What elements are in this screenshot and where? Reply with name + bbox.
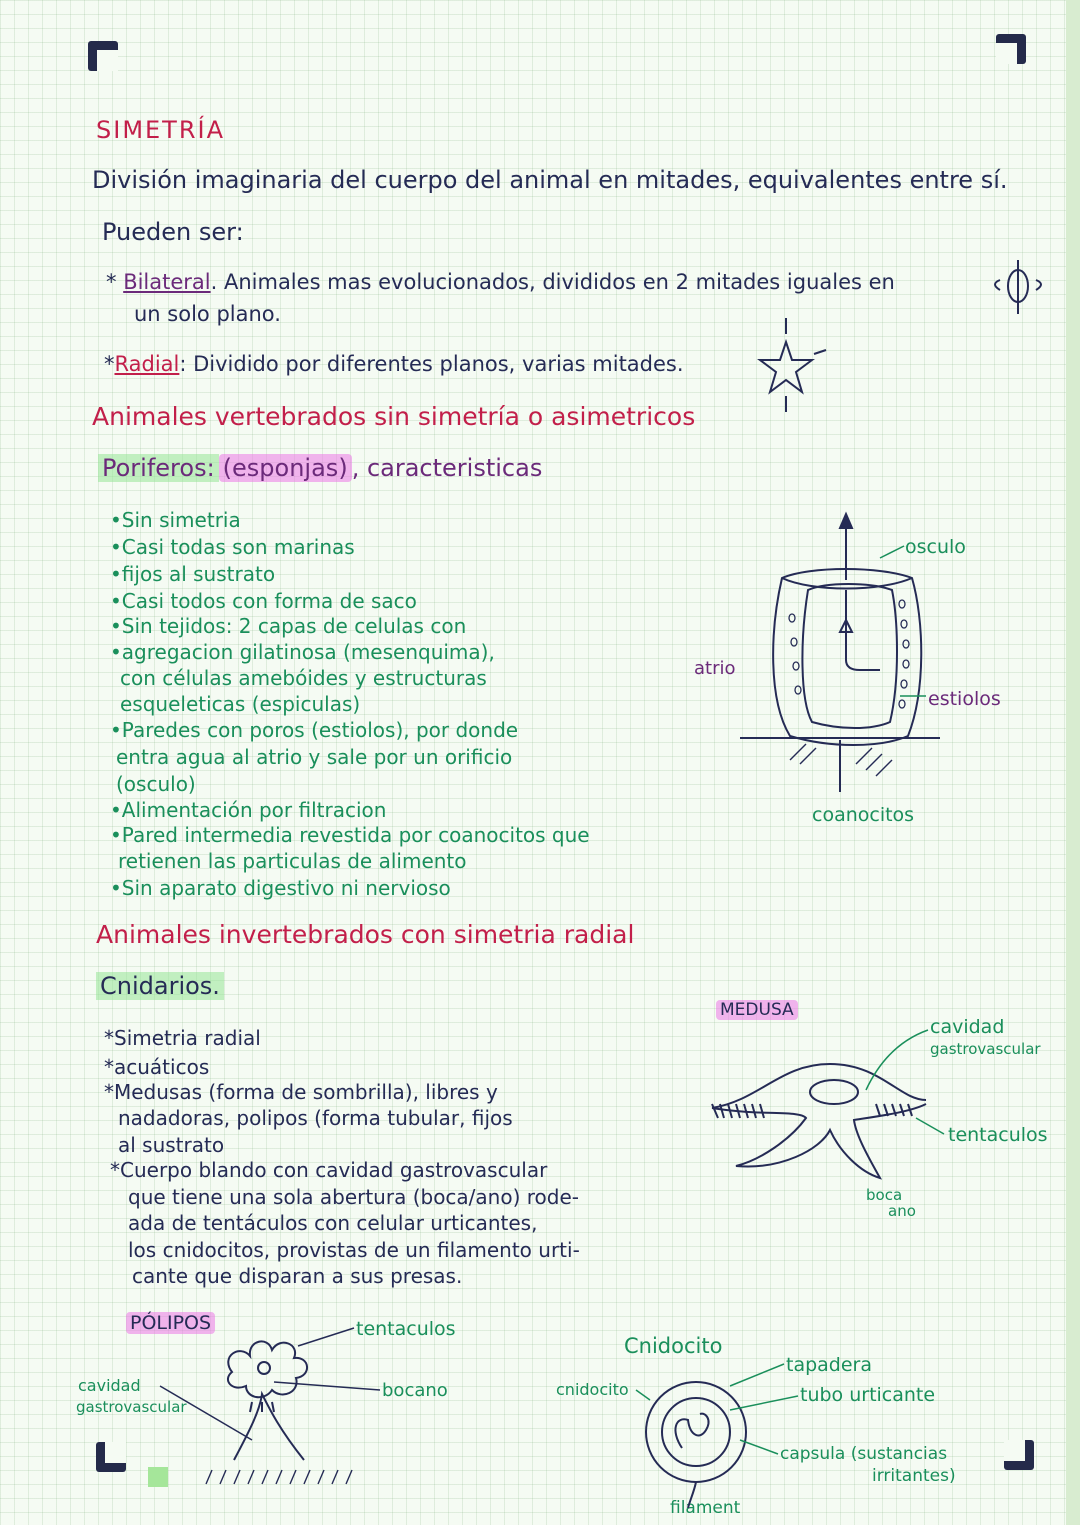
cnidocito-title: Cnidocito: [624, 1334, 723, 1358]
label-tentaculos-medusa: tentaculos: [948, 1124, 1048, 1146]
bilateral-term: Bilateral: [123, 270, 211, 294]
medusa-pointers: [866, 1030, 944, 1134]
bilateral-line2: un solo plano.: [134, 302, 281, 326]
heading-invertebrados: Animales invertebrados con simetria radial: [96, 920, 635, 949]
label-gastrovascular-polipo: gastrovascular: [76, 1398, 187, 1416]
porifero-feature: •Alimentación por filtracion: [110, 798, 387, 822]
label-estiolos: estiolos: [928, 688, 1001, 710]
bilateral-bullet: *: [106, 270, 124, 294]
cnidario-feature: cante que disparan a sus presas.: [132, 1264, 463, 1288]
porifero-feature: retienen las particulas de alimento: [118, 849, 467, 873]
cnidario-feature: ada de tentáculos con celular urticantes,: [128, 1211, 538, 1235]
cnidario-feature: *Cuerpo blando con cavidad gastrovascular: [110, 1158, 548, 1182]
cnidario-feature: nadadoras, polipos (forma tubular, fijos: [118, 1106, 513, 1130]
porifero-feature: •Paredes con poros (estiolos), por donde: [110, 718, 519, 742]
porifero-feature: entra agua al atrio y sale por un orificio: [116, 745, 513, 769]
porifero-feature: •Sin aparato digestivo ni nervioso: [110, 876, 451, 900]
porifero-feature: •fijos al sustrato: [110, 562, 276, 586]
label-filament: filament: [670, 1498, 741, 1518]
porifero-feature: •Sin simetria: [110, 508, 241, 532]
cnidario-feature: *Medusas (forma de sombrilla), libres y: [104, 1080, 498, 1104]
polipos-title-text: PÓLIPOS: [126, 1312, 215, 1334]
porifero-feature: •agregacion gilatinosa (mesenquima),: [110, 640, 495, 664]
cnidario-feature: *Simetria radial: [104, 1026, 261, 1050]
label-cavidad-polipo: cavidad: [78, 1376, 141, 1395]
poriferos-rest: , caracteristicas: [351, 454, 543, 482]
label-boca: boca: [866, 1186, 903, 1204]
cnidario-feature: los cnidocitos, provistas de un filamento urti-: [128, 1238, 580, 1262]
sponge-diagram: [740, 514, 940, 792]
pueden-ser-text: Pueden ser:: [102, 218, 244, 246]
porifero-feature: (osculo): [116, 772, 196, 796]
poriferos-term: Poriferos:: [98, 454, 219, 482]
bilateral-text: . Animales mas evolucionados, divididos en 2 mitades iguales en: [210, 270, 895, 294]
label-osculo: osculo: [905, 536, 966, 558]
porifero-feature: •Pared intermedia revestida por coanocitos que: [110, 823, 590, 847]
heading-vertebrados: Animales vertebrados sin simetría o asimetricos: [92, 402, 696, 431]
label-tentaculos-polipo: tentaculos: [356, 1318, 456, 1340]
bilateral-symmetry-icon: [995, 260, 1041, 314]
label-atrio: atrio: [694, 658, 736, 679]
medusa-title-text: MEDUSA: [716, 1000, 798, 1020]
label-tapadera: tapadera: [786, 1354, 873, 1376]
radial-bullet: *: [104, 352, 115, 376]
porifero-feature: esqueleticas (espiculas): [120, 692, 361, 716]
label-ano: ano: [888, 1202, 916, 1220]
cnidarios-term: Cnidarios.: [96, 972, 224, 1000]
label-tubo-urticante: tubo urticante: [800, 1384, 936, 1406]
cnidario-feature: *acuáticos: [104, 1055, 210, 1079]
heading-simetria: SIMETRÍA: [96, 116, 226, 144]
label-bocano: bocano: [382, 1380, 448, 1401]
cnidocito-diagram: [646, 1382, 746, 1508]
porifero-feature: •Sin tejidos: 2 capas de celulas con: [110, 614, 467, 638]
medusa-diagram: [712, 1064, 926, 1178]
label-gastrovascular: gastrovascular: [930, 1040, 1041, 1058]
polipo-diagram: [206, 1341, 352, 1484]
porifero-feature: con células amebóides y estructuras: [120, 666, 487, 690]
cnidario-feature: al sustrato: [118, 1133, 225, 1157]
label-coanocitos: coanocitos: [812, 804, 915, 826]
label-irritantes: irritantes): [872, 1466, 956, 1486]
esponjas-highlight: (esponjas): [219, 454, 352, 482]
cnidario-feature: que tiene una sola abertura (boca/ano) rode-: [128, 1185, 579, 1209]
cnidocito-pointers: [636, 1364, 798, 1454]
radial-term: Radial: [114, 352, 180, 376]
label-cnidocito: cnidocito: [556, 1380, 629, 1399]
label-capsula: capsula (sustancias: [780, 1444, 948, 1464]
porifero-feature: •Casi todas son marinas: [110, 535, 355, 559]
porifero-feature: •Casi todos con forma de saco: [110, 589, 417, 613]
definition-text: División imaginaria del cuerpo del animal en mitades, equivalentes entre sí.: [92, 166, 1008, 194]
label-cavidad: cavidad: [930, 1016, 1005, 1038]
radial-star-icon: [760, 318, 826, 412]
radial-text: : Dividido por diferentes planos, varias mitades.: [179, 352, 684, 376]
